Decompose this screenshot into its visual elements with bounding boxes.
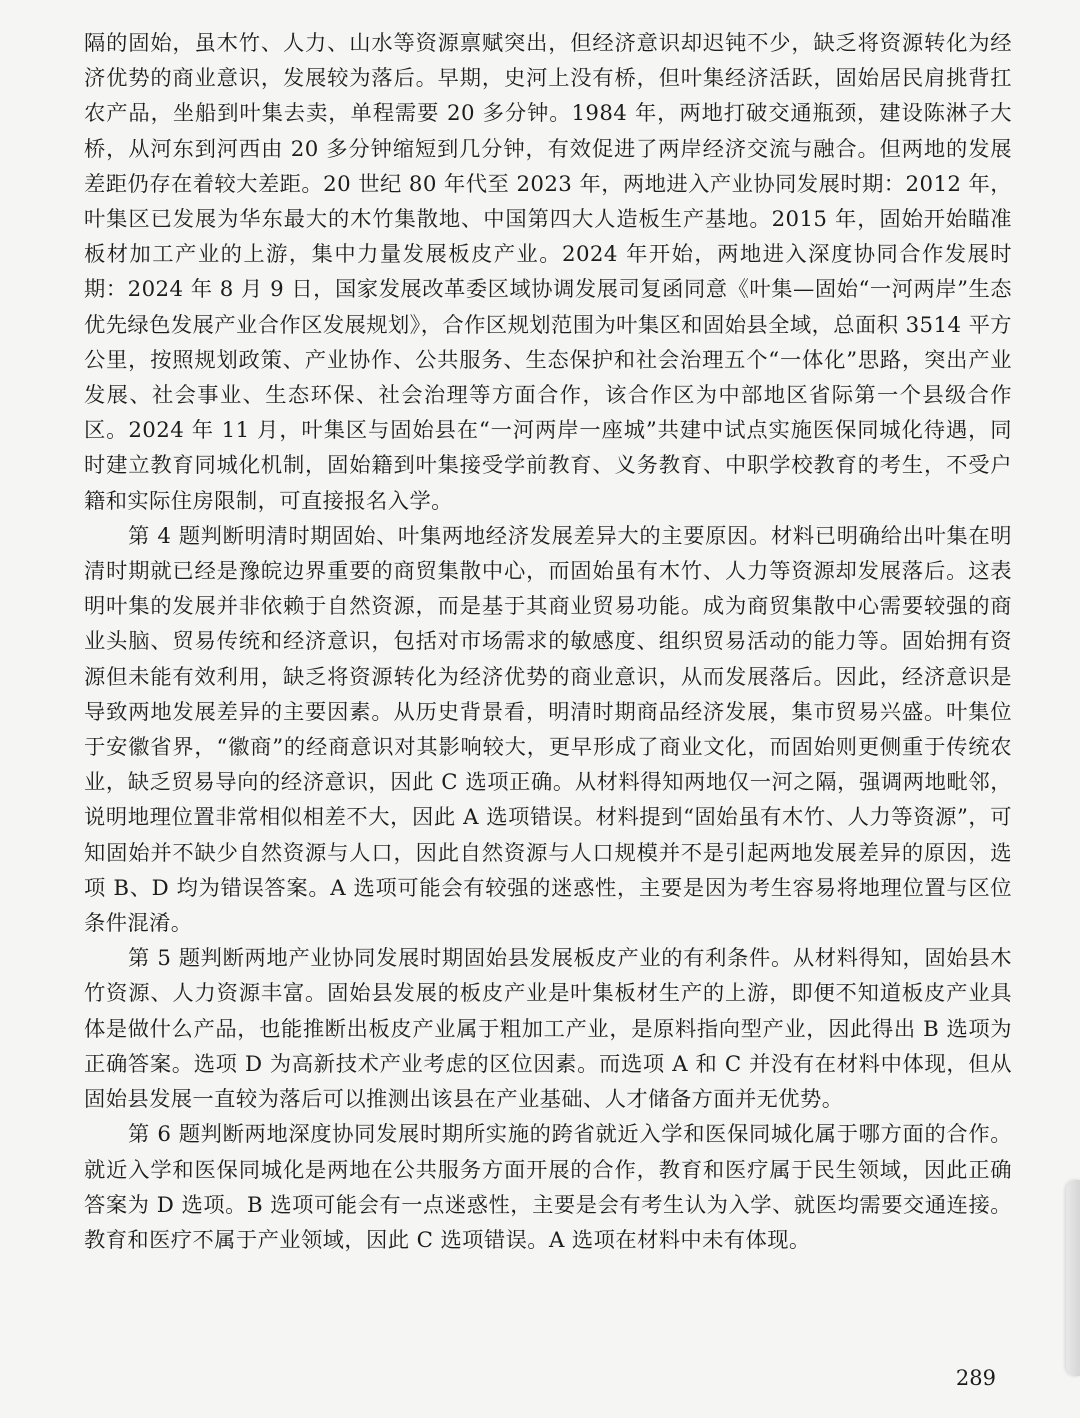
- paragraph-question-5: 第 5 题判断两地产业协同发展时期固始县发展板皮产业的有利条件。从材料得知，固始县木竹资源、人力资源丰富。固始县发展的板皮产业是叶集板材生产的上游，即便不知道板皮产业具体是做什么产品，也能推断出板皮产业属于粗加工产业，是原料指向型产业，因此得出 B 选项为正确答案。选项 D 为高新技术产业考虑的区位因素。而选项 A 和 C 并没有在材料中体现，但从固始县发展一直较为落后可以推测出该县在产业基础、人才储备方面并无优势。: [84, 946, 1012, 1113]
- scrollbar-handle[interactable]: [1066, 1180, 1080, 1376]
- body-text: [84, 26, 1012, 1258]
- page-number: 289: [955, 1366, 996, 1390]
- paragraph-continuation: 隔的固始，虽木竹、人力、山水等资源禀赋突出，但经济意识却迟钝不少，缺乏将资源转化为经济优势的商业意识，发展较为落后。早期，史河上没有桥，但叶集经济活跃，固始居民肩挑背扛农产品，坐船到叶集去卖，单程需要 20 多分钟。1984 年，两地打破交通瓶颈，建设陈淋子大桥，从河东到河西由 20 多分钟缩短到几分钟，有效促进了两岸经济交流与融合。但两地的发展差距仍存在着较大差距。20 世纪 80 年代至 2023 年，两地进入产业协同发展时期：2012 年，叶集区已发展为华东最大的木竹集散地、中国第四大人造板生产基地。2015 年，固始开始瞄准板材加工产业的上游，集中力量发展板皮产业。2024 年开始，两地进入深度协同合作发展时期：2024 年 8 月 9 日，国家发展改革委区域协调发展司复函同意《叶集—固始“一河两岸”生态优先绿色发展产业合作区发展规划》，合作区规划范围为叶集区和固始县全域，总面积 3514 平方公里，按照规划政策、产业协作、公共服务、生态保护和社会治理五个“一体化”思路，突出产业发展、社会事业、生态环保、社会治理等方面合作，该合作区为中部地区省际第一个县级合作区。2024 年 11 月，叶集区与固始县在“一河两岸一座城”共建中试点实施医保同城化待遇，同时建立教育同城化机制，固始籍到叶集接受学前教育、义务教育、中职学校教育的考生，不受户籍和实际住房限制，可直接报名入学。: [84, 31, 1012, 514]
- paragraph-question-6: 第 6 题判断两地深度协同发展时期所实施的跨省就近入学和医保同城化属于哪方面的合作。就近入学和医保同城化是两地在公共服务方面开展的合作，教育和医疗属于民生领域，因此正确答案为 D 选项。B 选项可能会有一点迷惑性，主要是会有考生认为入学、就医均需要交通连接。教育和医疗不属于产业领域，因此 C 选项错误。A 选项在材料中未有体现。: [84, 1122, 1012, 1253]
- paragraph-question-4: 第 4 题判断明清时期固始、叶集两地经济发展差异大的主要原因。材料已明确给出叶集在明清时期就已经是豫皖边界重要的商贸集散中心，而固始虽有木竹、人力等资源却发展落后。这表明叶集的发展并非依赖于自然资源，而是基于其商业贸易功能。成为商贸集散中心需要较强的商业头脑、贸易传统和经济意识，包括对市场需求的敏感度、组织贸易活动的能力等。固始拥有资源但未能有效利用，缺乏将资源转化为经济优势的商业意识，从而发展落后。因此，经济意识是导致两地发展差异的主要因素。从历史背景看，明清时期商品经济发展，集市贸易兴盛。叶集位于安徽省界，“徽商”的经商意识对其影响较大，更早形成了商业文化，而固始则更侧重于传统农业，缺乏贸易导向的经济意识，因此 C 选项正确。从材料得知两地仅一河之隔，强调两地毗邻，说明地理位置非常相似相差不大，因此 A 选项错误。材料提到“固始虽有木竹、人力等资源”，可知固始并不缺少自然资源与人口，因此自然资源与人口规模并不是引起两地发展差异的原因，选项 B、D 均为错误答案。A 选项可能会有较强的迷惑性，主要是因为考生容易将地理位置与区位条件混淆。: [84, 523, 1012, 937]
